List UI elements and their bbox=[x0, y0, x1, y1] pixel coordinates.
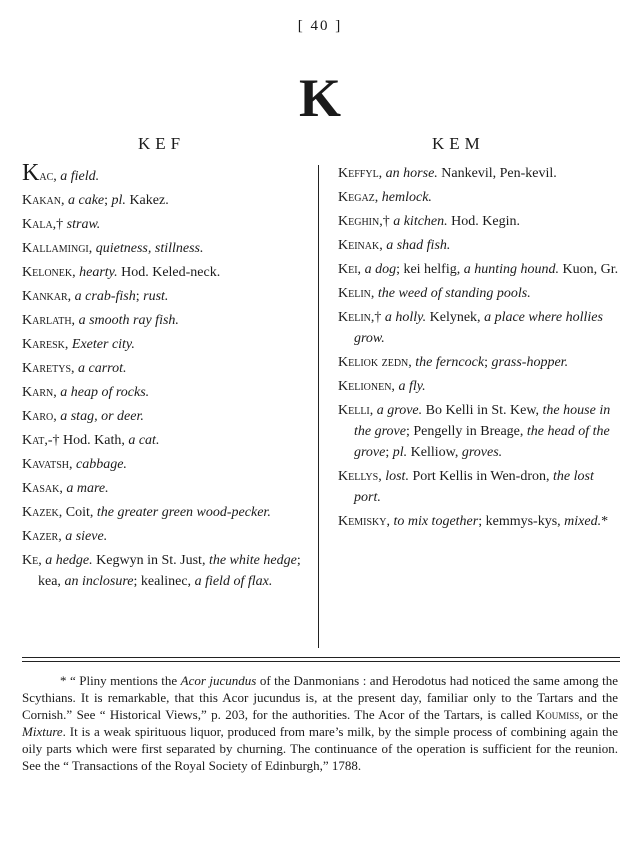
gloss-text: Acor jucundus bbox=[180, 673, 257, 688]
gloss-text: a smooth ray fish. bbox=[78, 313, 179, 328]
entry-text: † bbox=[374, 310, 385, 325]
dictionary-entry bbox=[338, 400, 620, 463]
gloss-text: an horse. bbox=[385, 166, 438, 181]
dictionary-entry bbox=[22, 502, 306, 523]
left-column bbox=[22, 160, 306, 595]
entry-text: ; kealinec, bbox=[133, 574, 195, 589]
headword: Keghin, bbox=[338, 214, 383, 229]
gloss-text: pl. bbox=[392, 445, 408, 460]
headword: Keliok zedn, bbox=[338, 355, 412, 370]
headword: Kac, bbox=[22, 160, 57, 186]
dictionary-entry bbox=[22, 526, 306, 547]
gloss-text: the white hedge bbox=[208, 553, 297, 568]
gloss-text: a crab-fish bbox=[74, 289, 136, 304]
dictionary-entry bbox=[338, 466, 620, 508]
entry-text: Kelliow, bbox=[407, 445, 462, 460]
dictionary-entry bbox=[338, 187, 620, 208]
left-column-heading: KEF bbox=[138, 134, 186, 153]
gloss-text: a heap of rocks. bbox=[60, 385, 150, 400]
dictionary-entry bbox=[22, 214, 306, 235]
headword: Karn, bbox=[22, 385, 57, 400]
entry-text: Kakez. bbox=[125, 193, 169, 208]
dictionary-entry bbox=[338, 307, 620, 349]
headword: Kasak, bbox=[22, 481, 63, 496]
entry-text: , or the bbox=[579, 707, 618, 722]
entry-text: ; bbox=[484, 355, 492, 370]
gloss-text: a field. bbox=[60, 169, 100, 184]
gloss-text: a place where hollies grow. bbox=[354, 310, 603, 346]
entry-text: Coit, bbox=[62, 505, 97, 520]
gloss-text: a carrot. bbox=[78, 361, 127, 376]
gloss-text: a dog bbox=[364, 262, 397, 277]
gloss-text: an inclosure bbox=[64, 574, 134, 589]
dictionary-entry bbox=[22, 310, 306, 331]
dictionary-entry bbox=[22, 262, 306, 283]
headword: Kellys, bbox=[338, 469, 382, 484]
dictionary-entry bbox=[338, 235, 620, 256]
headword: Kallamingi, bbox=[22, 241, 93, 256]
dictionary-entry bbox=[338, 259, 620, 280]
entry-text: ; Pengelly in Breage, bbox=[405, 424, 527, 439]
gloss-text: the weed of standing pools. bbox=[377, 286, 531, 301]
gloss-text: cabbage. bbox=[75, 457, 127, 472]
dictionary-entry bbox=[22, 406, 306, 427]
entry-text: † bbox=[56, 217, 67, 232]
dictionary-entry bbox=[338, 511, 620, 532]
dictionary-entry bbox=[22, 160, 306, 187]
gloss-text: a cake bbox=[68, 193, 105, 208]
gloss-text: rust. bbox=[143, 289, 169, 304]
headword: Kala, bbox=[22, 217, 57, 232]
headword: Kegaz, bbox=[338, 190, 379, 205]
right-column-heading: KEM bbox=[432, 134, 485, 153]
headword: Kelli, bbox=[338, 403, 374, 418]
gloss-text: the greater green wood-pecker. bbox=[96, 505, 271, 520]
headword: Karlath, bbox=[22, 313, 76, 328]
headword: Kelonek, bbox=[22, 265, 76, 280]
headword: Kemisky, bbox=[338, 514, 390, 529]
gloss-text: Exeter city. bbox=[71, 337, 135, 352]
gloss-text: pl. bbox=[111, 193, 126, 208]
entry-text: ; kea, bbox=[38, 553, 301, 589]
gloss-text: a stag, or deer. bbox=[60, 409, 144, 424]
headword: Kakan, bbox=[22, 193, 65, 208]
entry-text: Hod. Kegin. bbox=[447, 214, 520, 229]
dictionary-entry bbox=[338, 163, 620, 184]
dictionary-entry bbox=[22, 334, 306, 355]
headword: Kankar, bbox=[22, 289, 72, 304]
gloss-text: groves. bbox=[461, 445, 503, 460]
headword: Kavatsh, bbox=[22, 457, 73, 472]
gloss-text: a holly. bbox=[384, 310, 427, 325]
entry-text: ; bbox=[135, 289, 144, 304]
dictionary-entry bbox=[22, 478, 306, 499]
gloss-text: a shad fish. bbox=[386, 238, 451, 253]
entry-text: † bbox=[382, 214, 394, 229]
gloss-text: the head of the grove bbox=[354, 424, 610, 460]
gloss-text: to mix together bbox=[393, 514, 479, 529]
column-divider bbox=[318, 165, 319, 648]
entry-text: -† Hod. Kath, bbox=[47, 433, 129, 448]
gloss-text: a cat. bbox=[128, 433, 160, 448]
headword: Kat, bbox=[22, 433, 48, 448]
entry-text: ; bbox=[385, 445, 393, 460]
dictionary-entry bbox=[22, 286, 306, 307]
gloss-text: mixed. bbox=[564, 514, 602, 529]
gloss-text: a mare. bbox=[66, 481, 109, 496]
footnote bbox=[22, 672, 618, 774]
dictionary-entry bbox=[338, 352, 620, 373]
entry-text: * bbox=[601, 514, 609, 529]
gloss-text: lost. bbox=[385, 469, 409, 484]
dictionary-entry bbox=[338, 211, 620, 232]
entry-text: Bo Kelli in St. Kew, bbox=[422, 403, 543, 418]
dictionary-entry bbox=[22, 190, 306, 211]
gloss-text: a hedge. bbox=[45, 553, 93, 568]
gloss-text: a fly. bbox=[398, 379, 426, 394]
gloss-text: a grove. bbox=[376, 403, 423, 418]
gloss-text: quietness, stillness. bbox=[95, 241, 204, 256]
headword: Kazer, bbox=[22, 529, 62, 544]
headword: Kelin, bbox=[338, 286, 375, 301]
headword: Keinak, bbox=[338, 238, 383, 253]
gloss-text: hearty. bbox=[79, 265, 118, 280]
gloss-text: hemlock. bbox=[381, 190, 432, 205]
dictionary-entry bbox=[338, 376, 620, 397]
gloss-text: a hunting hound. bbox=[463, 262, 559, 277]
entry-text: Hod. Keled-neck. bbox=[117, 265, 221, 280]
entry-text: ; kemmys-kys, bbox=[478, 514, 565, 529]
entry-text: ; bbox=[104, 193, 112, 208]
headword: Kazek, bbox=[22, 505, 63, 520]
headword: Ke, bbox=[22, 553, 42, 568]
gloss-text: straw. bbox=[66, 217, 101, 232]
page-number: [ 40 ] bbox=[297, 18, 343, 34]
entry-text: Kegwyn in St. Just, bbox=[92, 553, 209, 568]
gloss-text: the ferncock bbox=[415, 355, 485, 370]
section-letter: K bbox=[298, 68, 341, 128]
headword: Kelin, bbox=[338, 310, 375, 325]
headword: Keffyl, bbox=[338, 166, 383, 181]
entry-text: Port Kellis in Wen-dron, bbox=[408, 469, 553, 484]
small-caps-text: Koumiss bbox=[535, 707, 580, 722]
entry-text: Nankevil, Pen-kevil. bbox=[437, 166, 557, 181]
gloss-text: the house in the grove bbox=[354, 403, 611, 439]
footnote-rule bbox=[22, 657, 620, 658]
dictionary-entry bbox=[22, 238, 306, 259]
headword: Kei, bbox=[338, 262, 362, 277]
entry-text: * “ Pliny mentions the bbox=[60, 673, 181, 688]
dictionary-entry bbox=[22, 454, 306, 475]
gloss-text: a sieve. bbox=[65, 529, 108, 544]
entry-text: of the Danmonians : and Herodotus had noticed the same among the Scythians. It is remarkable, that this Acor jucundus is, at the present day, familiar only to the Tartars and the Cornish.” See “ Historical Views,” p. 203, for the authorities. The Acor of the Tartars, is called bbox=[22, 673, 618, 722]
dictionary-entry bbox=[22, 550, 306, 592]
gloss-text: Mixture bbox=[22, 724, 63, 739]
headword: Karetys, bbox=[22, 361, 75, 376]
dictionary-entry bbox=[22, 430, 306, 451]
dictionary-entry bbox=[338, 283, 620, 304]
gloss-text: grass-hopper. bbox=[491, 355, 569, 370]
entry-text: . It is a weak spirituous liquor, produced from mare’s milk, by the simple process of combining again the oily parts which were first separated by churning. The continuance of the operation is sufficient for the reunion. See the “ Transactions of the Royal Society of Edinburgh,” 1788. bbox=[22, 724, 618, 773]
headword: Karesk, bbox=[22, 337, 69, 352]
entry-text: Kuon, Gr. bbox=[559, 262, 619, 277]
headword: Kelionen, bbox=[338, 379, 395, 394]
gloss-text: the lost port. bbox=[354, 469, 594, 505]
gloss-text: a kitchen. bbox=[393, 214, 448, 229]
footnote-rule bbox=[22, 661, 620, 662]
headword: Karo, bbox=[22, 409, 57, 424]
entry-text: Kelynek, bbox=[426, 310, 485, 325]
entry-text: ; kei helfig, bbox=[396, 262, 464, 277]
dictionary-entry bbox=[22, 358, 306, 379]
right-column bbox=[338, 163, 620, 535]
dictionary-entry bbox=[22, 382, 306, 403]
gloss-text: a field of flax. bbox=[194, 574, 273, 589]
